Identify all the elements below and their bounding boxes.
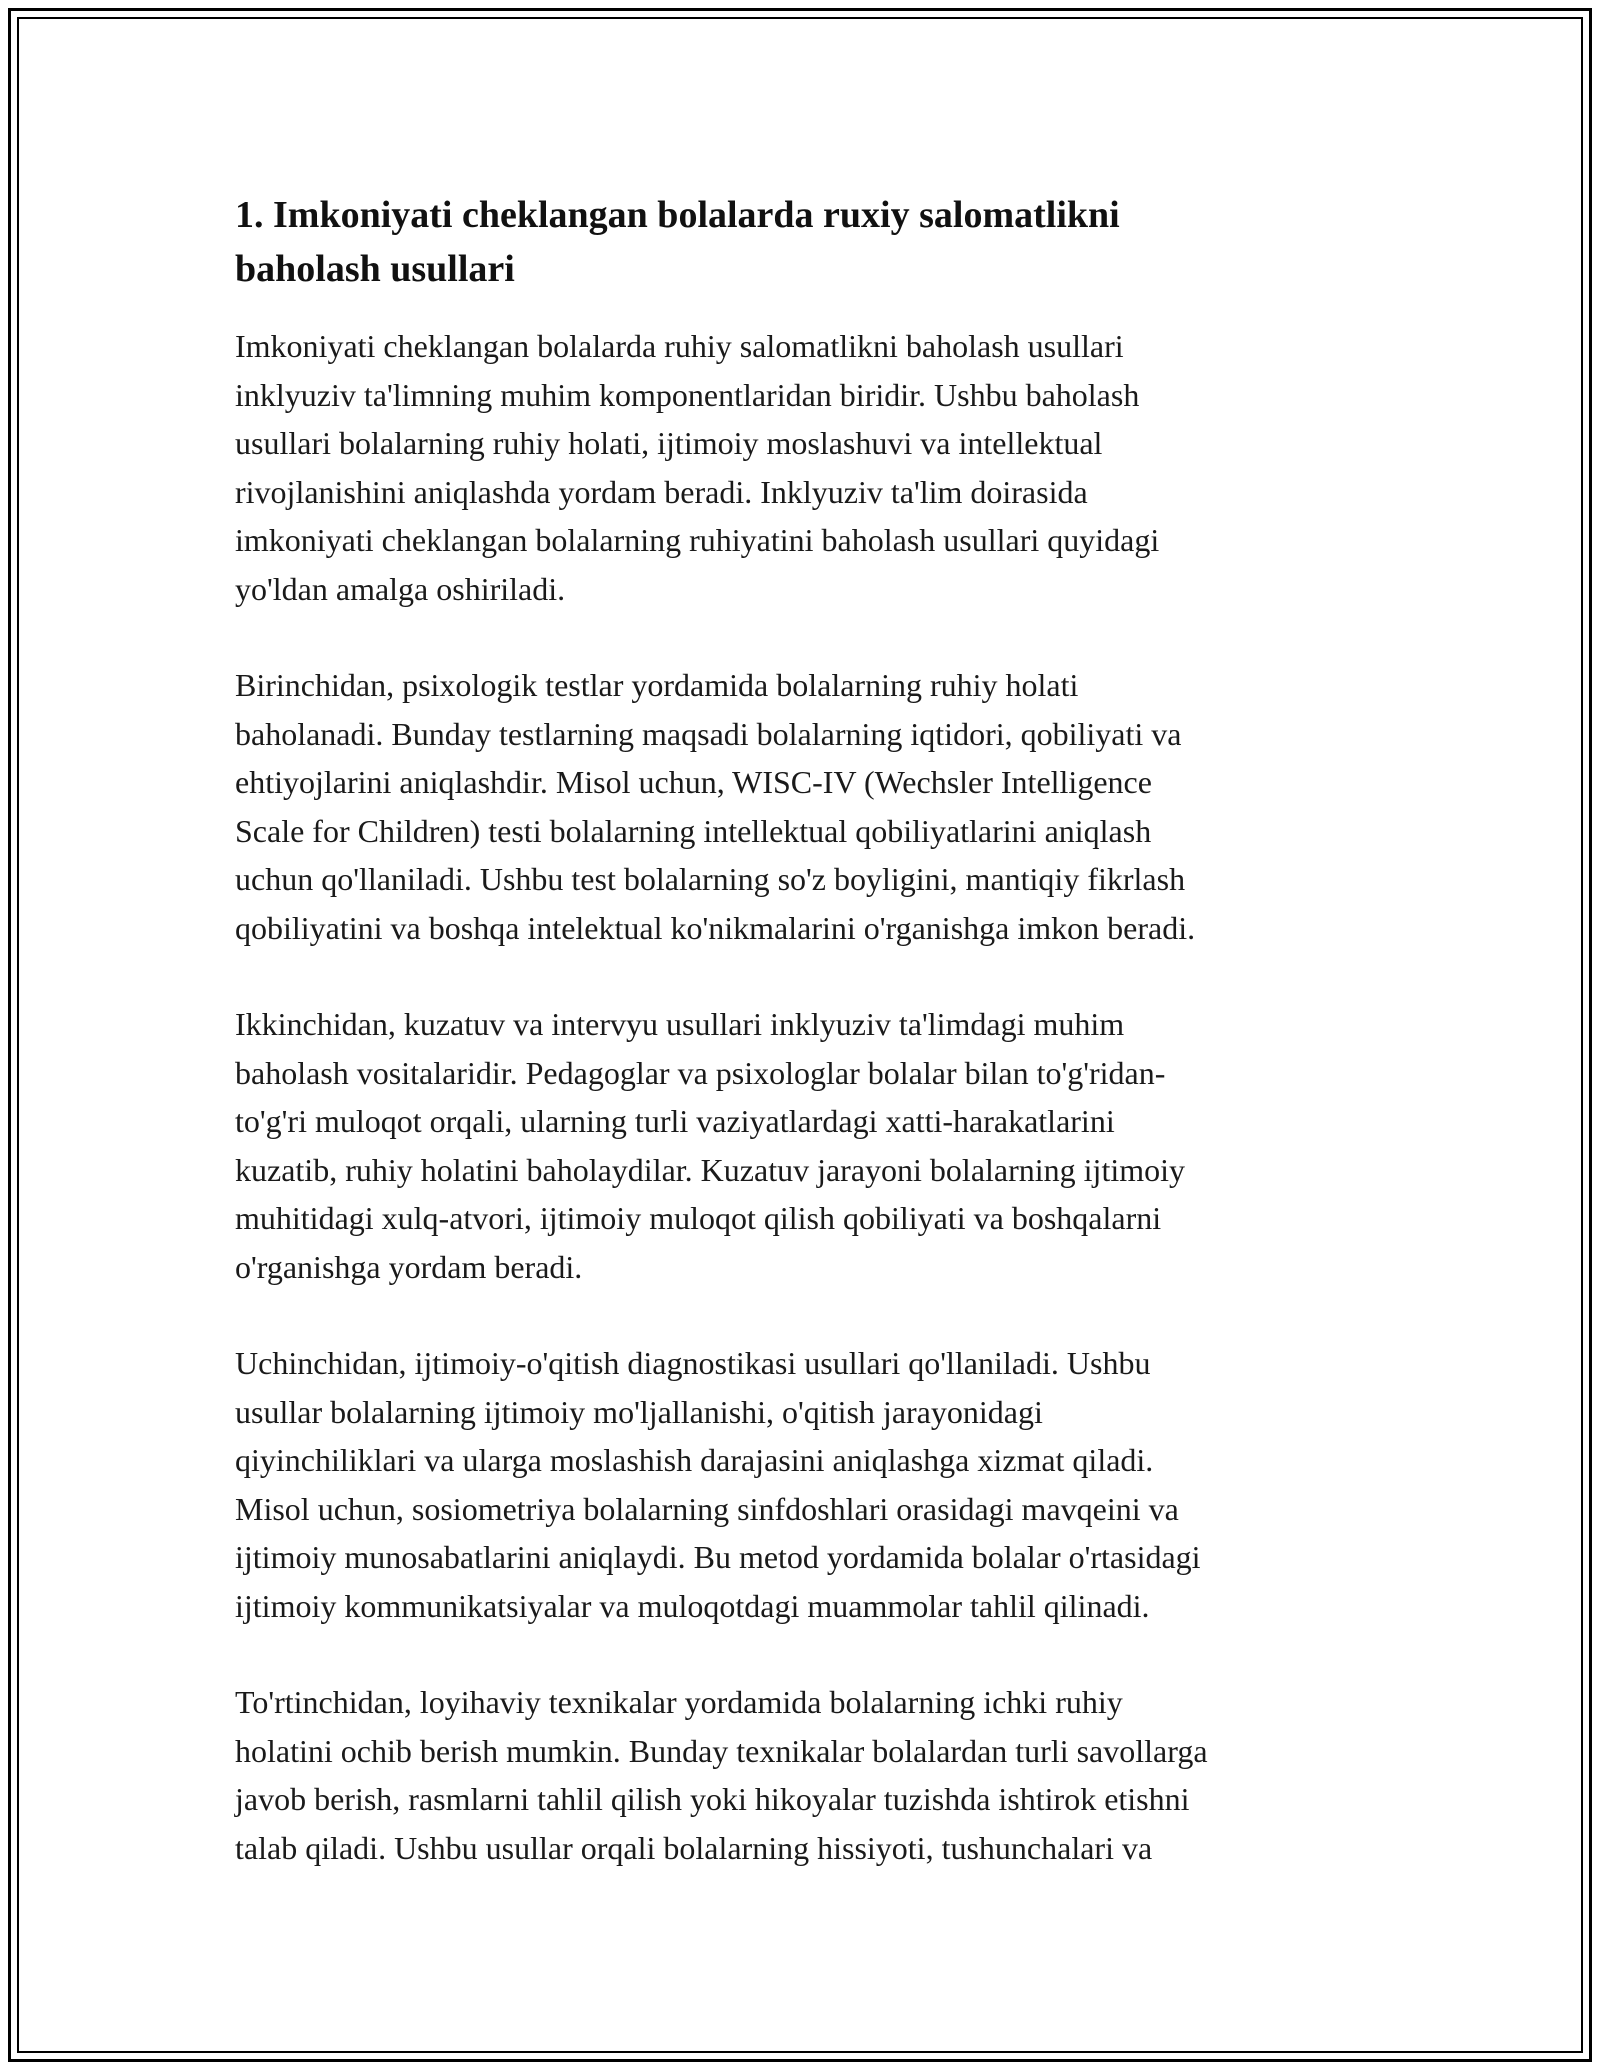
text-line: uchun qo'llaniladi. Ushbu test bolalarning so'z boyligini, mantiqiy fikrlash (235, 861, 1186, 897)
text-line: usullari bolalarning ruhiy holati, ijtimoiy moslashuvi va intellektual (235, 425, 1103, 461)
paragraph-intro (235, 322, 1375, 613)
text-line: kuzatib, ruhiy holatini baholaydilar. Kuzatuv jarayoni bolalarning ijtimoiy (235, 1151, 1185, 1188)
text-line: qobiliyatini va boshqa intelektual ko'nikmalarini o'rganishga imkon beradi. (235, 909, 1196, 946)
text-line: inklyuziv ta'limning muhim komponentlaridan biridir. Ushbu baholash (235, 376, 1140, 413)
text-line: usullar bolalarning ijtimoiy mo'ljallanishi, o'qitish jarayonidagi (235, 1393, 1043, 1430)
text-line: ijtimoiy kommunikatsiyalar va muloqotdagi muammolar tahlil qilinadi. (235, 1587, 1150, 1624)
text-line: Scale for Children) testi bolalarning intellektual qobiliyatlarini aniqlash (235, 812, 1152, 849)
heading-line: 1. Imkoniyati cheklangan bolalarda ruxiy salomatlikni (235, 194, 1120, 236)
text-line: Uchinchidan, ijtimoiy-o'qitish diagnostikasi usullari qo'llaniladi. Ushbu (235, 1345, 1151, 1381)
section-heading (235, 188, 1375, 296)
text-line: qiyinchiliklari va ularga moslashish darajasini aniqlashga xizmat qiladi. (235, 1442, 1154, 1478)
text-line: to'g'ri muloqot orqali, ularning turli vaziyatlardagi xatti-harakatlarini (235, 1103, 1115, 1139)
paragraph-first (235, 661, 1375, 952)
paragraph-third (235, 1339, 1375, 1630)
text-line: baholash vositalaridir. Pedagoglar va psixologlar bolalar bilan to'g'ridan- (235, 1054, 1166, 1091)
paragraph-second (235, 1000, 1375, 1291)
text-line: To'rtinchidan, loyihaviy texnikalar yordamida bolalarning ichki ruhiy (235, 1684, 1123, 1720)
text-line: o'rganishga yordam beradi. (235, 1248, 583, 1285)
text-line: javob berish, rasmlarni tahlil qilish yoki hikoyalar tuzishda ishtirok etishni (235, 1781, 1190, 1817)
text-line: imkoniyati cheklangan bolalarning ruhiyatini baholash usullari quyidagi (235, 522, 1160, 558)
text-line: Birinchidan, psixologik testlar yordamida bolalarning ruhiy holati (235, 667, 1079, 703)
text-line: Imkoniyati cheklangan bolalarda ruhiy salomatlikni baholash usullari (235, 328, 1124, 364)
text-line: rivojlanishini aniqlashda yordam beradi. Inklyuziv ta'lim doirasida (235, 473, 1088, 510)
text-line: talab qiladi. Ushbu usullar orqali bolalarning hissiyoti, tushunchalari va (235, 1829, 1153, 1866)
text-line: muhitidagi xulq-atvori, ijtimoiy muloqot qilish qobiliyati va boshqalarni (235, 1200, 1162, 1236)
text-line: ehtiyojlarini aniqlashdir. Misol uchun, WISC-IV (Wechsler Intelligence (235, 764, 1152, 800)
text-line: holatini ochib berish mumkin. Bunday texnikalar bolalardan turli savollarga (235, 1732, 1208, 1769)
text-line: baholanadi. Bunday testlarning maqsadi bolalarning iqtidori, qobiliyati va (235, 715, 1182, 752)
text-line: ijtimoiy munosabatlarini aniqlaydi. Bu metod yordamida bolalar o'rtasidagi (235, 1539, 1201, 1575)
text-line: Ikkinchidan, kuzatuv va intervyu usullari inklyuziv ta'limdagi muhim (235, 1006, 1125, 1042)
heading-line: baholash usullari (235, 248, 515, 290)
paragraph-fourth (235, 1678, 1375, 1872)
text-line: Misol uchun, sosiometriya bolalarning sinfdoshlari orasidagi mavqeini va (235, 1490, 1179, 1527)
document-body (235, 188, 1375, 1920)
text-line: yo'ldan amalga oshiriladi. (235, 570, 566, 607)
